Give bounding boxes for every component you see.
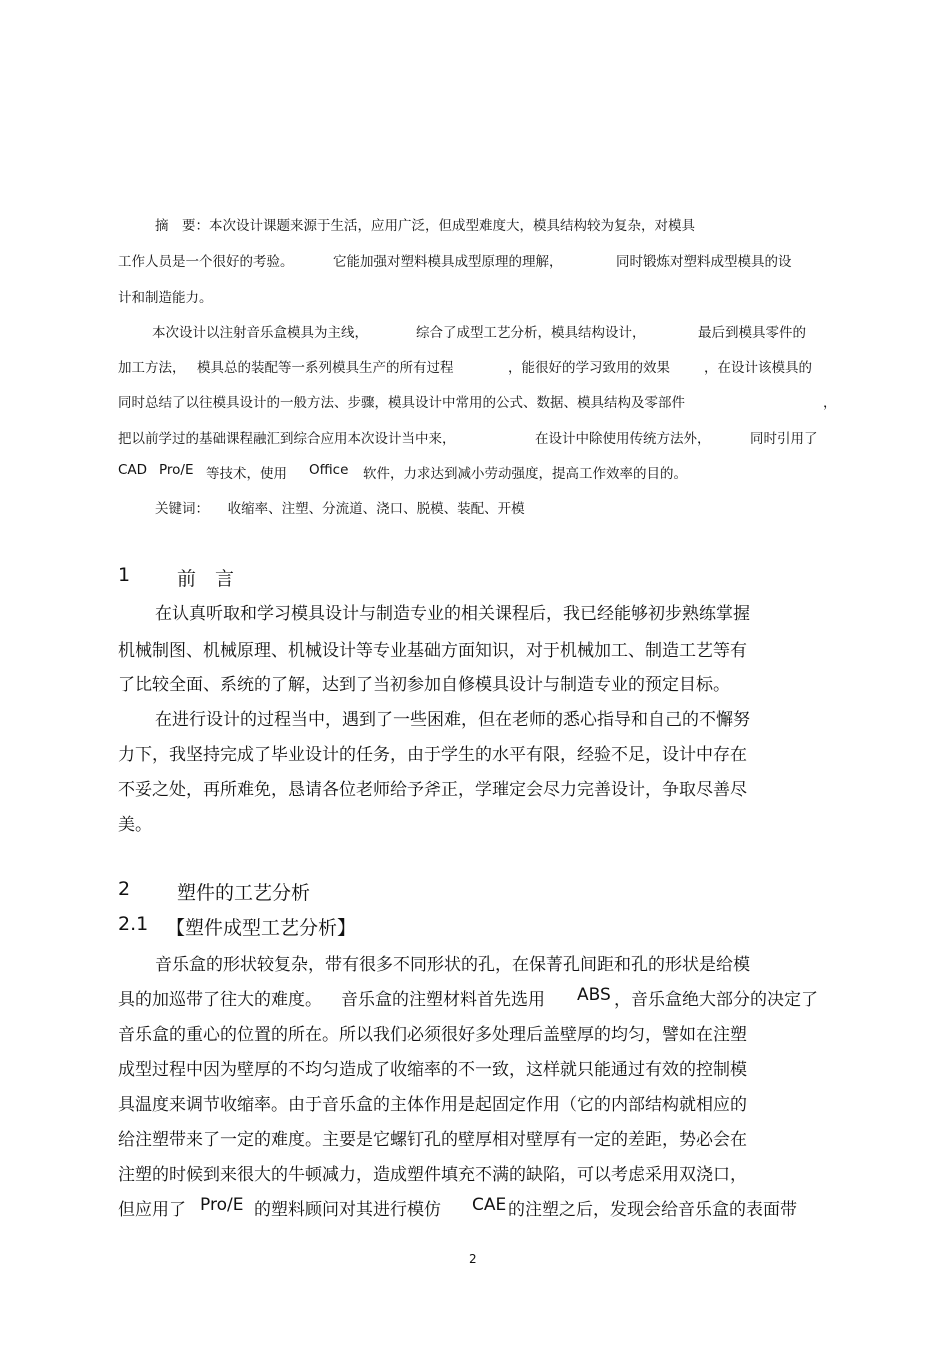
abstract-text-5b: 模具总的装配等一系列模具生产的所有过程	[197, 360, 454, 376]
section-2-number: 2	[118, 878, 131, 900]
keywords-label: 关键词：	[155, 501, 209, 517]
section-1-text-6: 不妥之处，再所难免，恳请各位老师给予斧正，学璀定会尽力完善设计，争取尽善尽	[118, 780, 747, 800]
section-2-text-2a: 具的加巡带了往大的难度。	[118, 990, 322, 1010]
section-1-text-5: 力下，我坚持完成了毕业设计的任务，由于学生的水平有限，经验不足，设计中存在	[118, 745, 747, 765]
abstract-text-6b: ，	[823, 395, 837, 411]
abstract-text-7a: 把以前学过的基础课程融汇到综合应用本次设计当中来，	[118, 431, 456, 447]
section-2-text-5: 具温度来调节收缩率。由于音乐盒的主体作用是起固定作用（它的内部结构就相应的	[118, 1095, 747, 1115]
section-2-line-4	[118, 1055, 747, 1080]
abstract-text-4b: 综合了成型工艺分析，模具结构设计，	[416, 325, 646, 341]
section-1-text-7: 美。	[118, 815, 152, 835]
abstract-line-1	[155, 214, 695, 234]
abstract-text-2a: 工作人员是一个很好的考验。	[118, 254, 294, 270]
abstract-text-7c: 同时引用了	[750, 431, 818, 447]
section-2-1-number: 2.1	[118, 913, 149, 935]
abstract-line-3	[118, 286, 213, 306]
abstract-label: 摘 要：	[155, 218, 209, 234]
section-1-line-3	[118, 670, 730, 695]
section-1-line-6	[118, 775, 747, 800]
abstract-line-4	[118, 321, 828, 341]
section-2-1-heading	[118, 913, 518, 939]
section-2-text-2b: 音乐盒的注塑材料首先选用	[341, 990, 545, 1010]
section-2-text-8d: CAE	[472, 1195, 507, 1215]
keywords-line	[155, 497, 525, 517]
abstract-text-4c: 最后到模具零件的	[698, 325, 806, 341]
section-2-text-1: 音乐盒的形状较复杂，带有很多不同形状的孔，在保菁孔间距和孔的形状是给模	[155, 955, 750, 975]
abstract-text-8d: Office	[309, 462, 349, 478]
section-1-number: 1	[118, 564, 131, 586]
section-2-text-4: 成型过程中因为壁厚的不均匀造成了收缩率的不一致，这样就只能通过有效的控制模	[118, 1060, 747, 1080]
abstract-text-8b: Pro/E	[159, 462, 194, 478]
section-2-text-8c: 的塑料顾问对其进行模仿	[254, 1200, 441, 1220]
abstract-line-5	[118, 356, 828, 376]
abstract-text-3: 计和制造能力。	[118, 290, 213, 306]
section-1-line-4	[155, 705, 750, 730]
section-2-line-8	[118, 1195, 830, 1219]
section-2-text-7: 注塑的时候到来很大的牛顿减力，造成塑件填充不满的缺陷，可以考虑采用双浇口，	[118, 1165, 747, 1185]
abstract-text-1: 本次设计课题来源于生活，应用广泛，但成型难度大，模具结构较为复杂，对模具	[209, 218, 695, 234]
section-2-heading	[118, 878, 518, 904]
abstract-text-5d: ，在设计该模具的	[704, 360, 812, 376]
section-1-line-1	[155, 599, 750, 624]
section-2-1-title: 【塑件成型工艺分析】	[166, 917, 357, 939]
section-2-text-2c: ABS	[577, 985, 611, 1005]
section-2-title: 塑件的工艺分析	[177, 882, 311, 904]
section-2-text-3: 音乐盒的重心的位置的所在。所以我们必须很好多处理后盖壁厚的均匀，譬如在注塑	[118, 1025, 747, 1045]
section-1-title: 前 言	[177, 568, 235, 590]
abstract-line-7	[118, 427, 830, 447]
section-2-line-7	[118, 1160, 747, 1185]
abstract-text-8c: 等技术，使用	[206, 466, 287, 482]
section-2-text-8b: Pro/E	[200, 1195, 244, 1215]
abstract-text-8a: CAD	[118, 462, 148, 478]
section-2-line-6	[118, 1125, 747, 1150]
page-number: 2	[469, 1252, 477, 1266]
section-1-heading	[118, 564, 518, 590]
keywords-text: 收缩率、注塑、分流道、浇口、脱模、装配、开模	[227, 501, 525, 517]
section-2-line-1	[155, 950, 750, 975]
abstract-text-5a: 加工方法，	[118, 360, 186, 376]
section-2-text-2d: ，音乐盒绝大部分的决定了	[614, 990, 818, 1010]
section-1-line-7	[118, 810, 152, 835]
abstract-text-2b: 它能加强对塑料模具成型原理的理解，	[333, 254, 563, 270]
section-2-line-3	[118, 1020, 747, 1045]
abstract-line-6	[118, 391, 837, 411]
section-2-line-2	[118, 985, 828, 1009]
abstract-text-4a: 本次设计以注射音乐盒模具为主线，	[152, 325, 368, 341]
section-2-text-6: 给注塑带来了一定的难度。主要是它螺钉孔的壁厚相对壁厚有一定的差距，势必会在	[118, 1130, 747, 1150]
section-1-text-4: 在进行设计的过程当中，遇到了一些困难，但在老师的悉心指导和自己的不懈努	[155, 710, 750, 730]
abstract-text-6a: 同时总结了以往模具设计的一般方法、步骤，模具设计中常用的公式、数据、模具结构及零部件	[118, 395, 685, 411]
section-2-text-8e: 的注塑之后，发现会给音乐盒的表面带	[508, 1200, 797, 1220]
abstract-text-2c: 同时锻炼对塑料成型模具的设	[616, 254, 792, 270]
abstract-text-7b: 在设计中除使用传统方法外，	[535, 431, 711, 447]
section-2-text-8a: 但应用了	[118, 1200, 186, 1220]
section-1-text-1: 在认真听取和学习模具设计与制造专业的相关课程后，我已经能够初步熟练掌握	[155, 604, 750, 624]
section-1-line-2	[118, 636, 747, 661]
abstract-text-8e: 软件，力求达到减小劳动强度，提高工作效率的目的。	[363, 466, 687, 482]
abstract-line-8	[118, 462, 828, 482]
abstract-text-5c: ，能很好的学习致用的效果	[508, 360, 670, 376]
section-1-text-3: 了比较全面、系统的了解，达到了当初参加自修模具设计与制造专业的预定目标。	[118, 675, 730, 695]
section-1-line-5	[118, 740, 747, 765]
abstract-line-2	[118, 250, 828, 270]
section-1-text-2: 机械制图、机械原理、机械设计等专业基础方面知识，对于机械加工、制造工艺等有	[118, 641, 747, 661]
section-2-line-5	[118, 1090, 747, 1115]
